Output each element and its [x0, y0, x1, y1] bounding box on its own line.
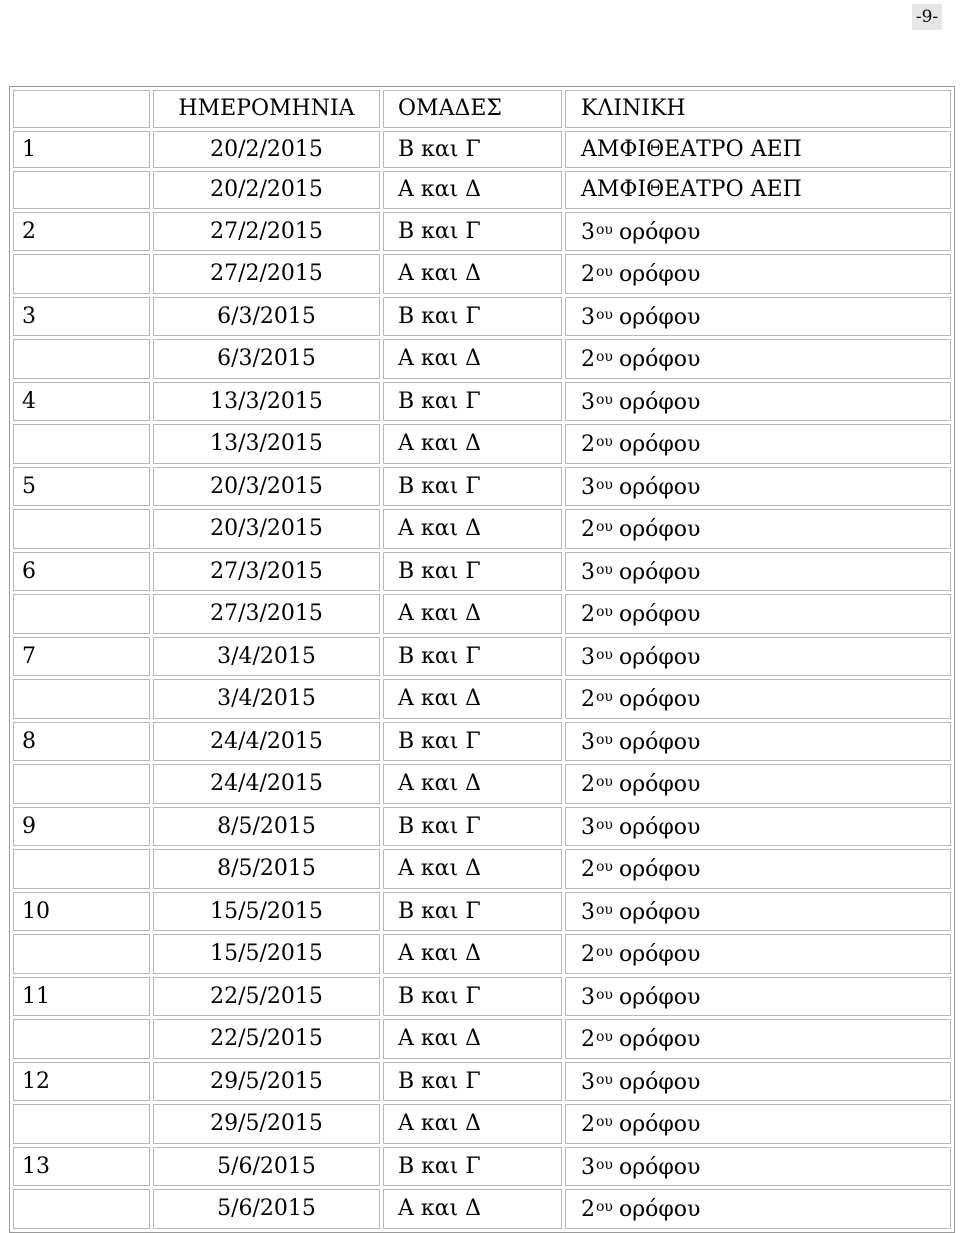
table-row: [13, 722, 951, 762]
row-number: 11: [13, 977, 150, 1017]
floor-word: ορόφου: [618, 1197, 701, 1222]
row-clinic: [565, 1104, 951, 1144]
row-groups: Α και Δ: [383, 254, 562, 294]
floor-word: ορόφου: [618, 1154, 701, 1180]
row-date: 8/5/2015: [153, 807, 380, 847]
floor-word: ορόφου: [618, 644, 701, 670]
table-row: [13, 637, 951, 677]
row-number: [13, 594, 150, 634]
row-clinic: [565, 594, 951, 634]
row-date: 13/3/2015: [153, 382, 380, 422]
header-date: ΗΜΕΡΟΜΗΝΙΑ: [153, 90, 380, 128]
table-row: [13, 212, 951, 252]
row-groups: Β και Γ: [383, 131, 562, 169]
row-groups: Α και Δ: [383, 934, 562, 974]
row-date: 20/2/2015: [153, 171, 380, 209]
row-clinic: [565, 467, 951, 507]
floor-word: ορόφου: [618, 1112, 701, 1137]
table-row: [13, 424, 951, 464]
table-row: [13, 679, 951, 719]
table-row: [13, 1019, 951, 1059]
row-number: 5: [13, 467, 150, 507]
floor-word: ορόφου: [618, 942, 701, 967]
floor-ordinal-suffix: ου: [596, 774, 613, 790]
floor-word: ορόφου: [618, 219, 701, 245]
table-header-row: [13, 90, 951, 128]
table-row: [13, 552, 951, 592]
row-date: 6/3/2015: [153, 297, 380, 337]
row-date: 24/4/2015: [153, 722, 380, 762]
row-clinic: [565, 1189, 951, 1229]
floor-ordinal-suffix: ου: [596, 1114, 613, 1130]
row-date: 5/6/2015: [153, 1189, 380, 1229]
table-row: [13, 509, 951, 549]
row-clinic: [565, 1147, 951, 1187]
row-clinic: [565, 679, 951, 719]
floor-number: 3: [581, 984, 595, 1010]
table-row: [13, 807, 951, 847]
row-number: [13, 764, 150, 804]
floor-ordinal-suffix: ου: [596, 264, 613, 280]
page-number: -9-: [912, 4, 942, 30]
floor-ordinal-suffix: ου: [596, 1199, 613, 1215]
row-clinic: [565, 339, 951, 379]
floor-number: 2: [581, 772, 595, 797]
row-groups: Α και Δ: [383, 764, 562, 804]
row-groups: Β και Γ: [383, 467, 562, 507]
floor-word: ορόφου: [618, 814, 701, 840]
row-number: 3: [13, 297, 150, 337]
row-date: 29/5/2015: [153, 1062, 380, 1102]
floor-word: ορόφου: [618, 984, 701, 1010]
row-date: 27/2/2015: [153, 254, 380, 294]
floor-word: ορόφου: [618, 1069, 701, 1095]
row-clinic: [565, 254, 951, 294]
row-date: 13/3/2015: [153, 424, 380, 464]
floor-ordinal-suffix: ου: [596, 646, 613, 663]
floor-number: 3: [581, 899, 595, 925]
row-clinic: [565, 892, 951, 932]
floor-ordinal-suffix: ου: [596, 944, 613, 960]
floor-word: ορόφου: [618, 1027, 701, 1052]
row-date: 3/4/2015: [153, 679, 380, 719]
row-date: 20/2/2015: [153, 131, 380, 169]
table-row: [13, 131, 951, 169]
table-row: [13, 934, 951, 974]
row-groups: Β και Γ: [383, 807, 562, 847]
row-groups: Α και Δ: [383, 679, 562, 719]
row-groups: Β και Γ: [383, 977, 562, 1017]
floor-ordinal-suffix: ου: [596, 476, 613, 493]
floor-number: 2: [581, 857, 595, 882]
table-row: [13, 467, 951, 507]
floor-number: 3: [581, 219, 595, 245]
floor-number: 2: [581, 1027, 595, 1052]
header-groups: ΟΜΑΔΕΣ: [383, 90, 562, 128]
row-date: 15/5/2015: [153, 934, 380, 974]
row-number: 4: [13, 382, 150, 422]
row-groups: Α και Δ: [383, 1189, 562, 1229]
floor-word: ορόφου: [618, 517, 701, 542]
row-number: [13, 934, 150, 974]
floor-word: ορόφου: [618, 389, 701, 415]
row-clinic: [565, 552, 951, 592]
floor-ordinal-suffix: ου: [596, 434, 613, 450]
table-row: [13, 382, 951, 422]
row-number: [13, 171, 150, 209]
row-date: 5/6/2015: [153, 1147, 380, 1187]
floor-number: 2: [581, 1197, 595, 1222]
header-number: [13, 90, 150, 128]
row-number: [13, 424, 150, 464]
floor-number: 3: [581, 729, 595, 755]
table-row: [13, 1189, 951, 1229]
floor-number: 2: [581, 432, 595, 457]
floor-ordinal-suffix: ου: [596, 986, 613, 1003]
floor-number: 3: [581, 1154, 595, 1180]
floor-number: 3: [581, 1069, 595, 1095]
floor-number: 3: [581, 304, 595, 330]
row-number: [13, 849, 150, 889]
floor-number: 3: [581, 644, 595, 670]
row-date: 22/5/2015: [153, 977, 380, 1017]
floor-word: ορόφου: [618, 474, 701, 500]
floor-ordinal-suffix: ου: [596, 901, 613, 918]
row-date: 8/5/2015: [153, 849, 380, 889]
floor-ordinal-suffix: ου: [596, 1071, 613, 1088]
row-groups: Β και Γ: [383, 297, 562, 337]
row-number: [13, 1019, 150, 1059]
floor-word: ορόφου: [618, 304, 701, 330]
row-groups: Α και Δ: [383, 424, 562, 464]
row-date: 29/5/2015: [153, 1104, 380, 1144]
row-number: 13: [13, 1147, 150, 1187]
row-clinic: [565, 637, 951, 677]
floor-number: 2: [581, 517, 595, 542]
row-number: [13, 679, 150, 719]
row-groups: Α και Δ: [383, 1019, 562, 1059]
row-clinic: [565, 297, 951, 337]
row-date: 27/2/2015: [153, 212, 380, 252]
row-groups: Β και Γ: [383, 637, 562, 677]
floor-ordinal-suffix: ου: [596, 731, 613, 748]
floor-word: ορόφου: [618, 559, 701, 585]
row-number: [13, 1104, 150, 1144]
row-groups: Α και Δ: [383, 594, 562, 634]
row-number: [13, 509, 150, 549]
row-groups: Β και Γ: [383, 382, 562, 422]
table-row: [13, 1147, 951, 1187]
row-date: 20/3/2015: [153, 509, 380, 549]
floor-word: ορόφου: [618, 262, 701, 287]
floor-ordinal-suffix: ου: [596, 1156, 613, 1173]
floor-number: 3: [581, 474, 595, 500]
row-clinic: [565, 424, 951, 464]
row-number: 6: [13, 552, 150, 592]
row-groups: Β και Γ: [383, 722, 562, 762]
row-date: 15/5/2015: [153, 892, 380, 932]
floor-number: 2: [581, 687, 595, 712]
floor-ordinal-suffix: ου: [596, 859, 613, 875]
floor-ordinal-suffix: ου: [596, 816, 613, 833]
row-number: [13, 339, 150, 379]
row-number: 2: [13, 212, 150, 252]
floor-word: ορόφου: [618, 602, 701, 627]
row-clinic: [565, 807, 951, 847]
row-clinic: [565, 1062, 951, 1102]
floor-number: 3: [581, 559, 595, 585]
row-date: 27/3/2015: [153, 594, 380, 634]
row-number: [13, 1189, 150, 1229]
row-groups: Β και Γ: [383, 212, 562, 252]
row-number: 10: [13, 892, 150, 932]
row-groups: Α και Δ: [383, 339, 562, 379]
floor-number: 3: [581, 814, 595, 840]
floor-ordinal-suffix: ου: [596, 519, 613, 535]
row-groups: Β και Γ: [383, 1147, 562, 1187]
row-groups: Β και Γ: [383, 1062, 562, 1102]
header-clinic: ΚΛΙΝΙΚΗ: [565, 90, 951, 128]
floor-number: 2: [581, 942, 595, 967]
floor-word: ορόφου: [618, 899, 701, 925]
schedule-table: [9, 86, 955, 1233]
floor-ordinal-suffix: ου: [596, 561, 613, 578]
table-row: [13, 892, 951, 932]
floor-ordinal-suffix: ου: [596, 604, 613, 620]
floor-word: ορόφου: [618, 729, 701, 755]
floor-word: ορόφου: [618, 857, 701, 882]
row-clinic: [565, 212, 951, 252]
row-date: 27/3/2015: [153, 552, 380, 592]
floor-ordinal-suffix: ου: [596, 689, 613, 705]
row-number: 12: [13, 1062, 150, 1102]
row-number: 8: [13, 722, 150, 762]
table-row: [13, 764, 951, 804]
row-date: 3/4/2015: [153, 637, 380, 677]
floor-ordinal-suffix: ου: [596, 306, 613, 323]
row-clinic: [565, 722, 951, 762]
row-number: 1: [13, 131, 150, 169]
floor-ordinal-suffix: ου: [596, 1029, 613, 1045]
floor-number: 3: [581, 389, 595, 415]
row-groups: Α και Δ: [383, 509, 562, 549]
floor-word: ορόφου: [618, 687, 701, 712]
row-date: 22/5/2015: [153, 1019, 380, 1059]
row-clinic: [565, 977, 951, 1017]
table-row: [13, 594, 951, 634]
table-row: [13, 254, 951, 294]
row-groups: Α και Δ: [383, 1104, 562, 1144]
table-row: [13, 171, 951, 209]
row-date: 20/3/2015: [153, 467, 380, 507]
row-clinic: [565, 509, 951, 549]
row-clinic: ΑΜΦΙΘΕΑΤΡΟ ΑΕΠ: [565, 171, 951, 209]
schedule-body: [13, 90, 951, 1229]
row-clinic: [565, 934, 951, 974]
row-date: 6/3/2015: [153, 339, 380, 379]
table-row: [13, 1062, 951, 1102]
row-clinic: [565, 764, 951, 804]
table-row: [13, 849, 951, 889]
table-row: [13, 339, 951, 379]
row-groups: Β και Γ: [383, 892, 562, 932]
table-row: [13, 1104, 951, 1144]
row-number: [13, 254, 150, 294]
floor-number: 2: [581, 602, 595, 627]
floor-number: 2: [581, 1112, 595, 1137]
row-date: 24/4/2015: [153, 764, 380, 804]
row-clinic: [565, 849, 951, 889]
row-number: 9: [13, 807, 150, 847]
table-row: [13, 977, 951, 1017]
floor-ordinal-suffix: ου: [596, 391, 613, 408]
floor-ordinal-suffix: ου: [596, 349, 613, 365]
floor-word: ορόφου: [618, 772, 701, 797]
row-groups: Α και Δ: [383, 849, 562, 889]
row-groups: Β και Γ: [383, 552, 562, 592]
row-clinic: [565, 382, 951, 422]
row-clinic: ΑΜΦΙΘΕΑΤΡΟ ΑΕΠ: [565, 131, 951, 169]
floor-number: 2: [581, 262, 595, 287]
row-clinic: [565, 1019, 951, 1059]
floor-word: ορόφου: [618, 347, 701, 372]
floor-word: ορόφου: [618, 432, 701, 457]
table-row: [13, 297, 951, 337]
floor-ordinal-suffix: ου: [596, 221, 613, 238]
row-groups: Α και Δ: [383, 171, 562, 209]
row-number: 7: [13, 637, 150, 677]
floor-number: 2: [581, 347, 595, 372]
